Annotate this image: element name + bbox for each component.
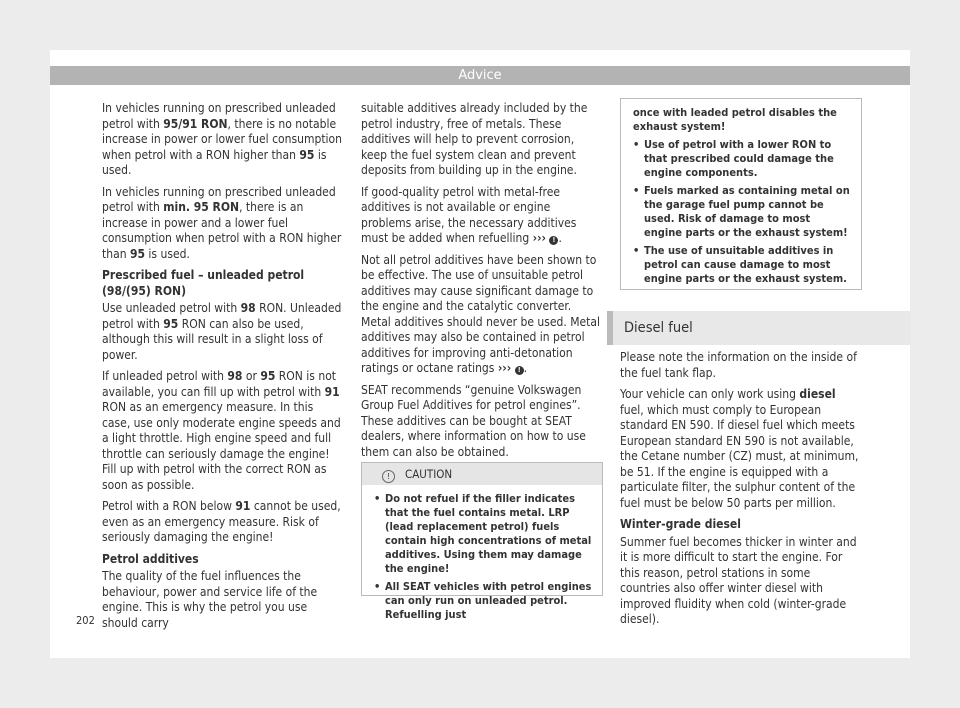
paragraph: Summer fuel becomes thicker in winter and it is more difficult to start the engine. For this reason, petrol stations in some countries also offer winter diesel with improved fluidity when cold (winter-grade diesel).	[620, 534, 857, 626]
column-left	[102, 101, 342, 637]
paragraph: Your vehicle can only work using diesel fuel, which must comply to European standard EN 590. If diesel fuel which meets European standard EN 590 is not available, the Cetane number (CZ) must, at minimum, be 51. If the engine is equipped with a particulate filter, the sulphur content of the fuel must be below 50 parts per million.	[620, 387, 859, 510]
warning-icon: !	[549, 236, 558, 245]
caution-bullet: • Do not refuel if the filler indicates that the fuel contains metal. LRP (lead replacement petrol) fuels contain high concentrations of metal additives. Using them may damage the engine!	[374, 492, 592, 576]
subheading-winter-diesel: Winter-grade diesel	[620, 517, 741, 531]
caution-continuation-box	[620, 98, 862, 290]
continuation-text: once with leaded petrol disables the exhaust system!	[633, 106, 837, 133]
paragraph: In vehicles running on prescribed unleaded petrol with min. 95 RON, there is an increase in power and a lower fuel consumption when petrol with a RON higher than 95 is used.	[102, 184, 342, 261]
caution-title: CAUTION	[405, 467, 453, 481]
paragraph: Please note the information on the inside of the fuel tank flap.	[620, 350, 857, 380]
caution-box	[361, 462, 603, 621]
warning-icon: !	[515, 366, 524, 375]
paragraph: The quality of the fuel influences the behaviour, power and service life of the engine. This is why the petrol you use should carry	[102, 569, 318, 630]
paragraph: Not all petrol additives have been shown to be effective. The use of unsuitable petrol additives may cause significant damage to the engine and the catalytic converter. Metal additives should never be used. Metal additives may also be contained in petrol additives for improving anti-detonation ratings or octane ratings ››› ! .	[361, 252, 601, 375]
caution-bullet: • The use of unsuitable additives in petrol can cause damage to most engine parts or the exhaust system.	[633, 244, 851, 286]
section-header: Advice	[50, 66, 910, 85]
paragraph: In vehicles running on prescribed unleaded petrol with 95/91 RON, there is no notable increase in power or lower fuel consumption when petrol with a RON higher than 95 is used.	[102, 101, 342, 177]
paragraph: If unleaded petrol with 98 or 95 RON is not available, you can fill up with petrol with 91 RON as an emergency measure. In this case, use only moderate engine speeds and a light throttle. High engine speed and full throttle can seriously damage the engine! Fill up with petrol with the correct RON as soon as possible.	[102, 369, 341, 492]
column-right	[620, 350, 860, 634]
paragraph: If good-quality petrol with metal-free additives is not available or engine problems arise, the necessary additives must be added when refuelling ››› ! .	[361, 184, 577, 245]
caution-icon: !	[382, 470, 395, 483]
reference-arrows[interactable]: ›››	[532, 231, 546, 245]
caution-title-bar	[362, 463, 602, 485]
subheading-prescribed-fuel: Prescribed fuel – unleaded petrol (98/(95) RON)	[102, 268, 305, 298]
subheading-petrol-additives: Petrol additives	[102, 551, 199, 566]
caution-bullet: • Use of petrol with a lower RON to that prescribed could damage the engine components.	[633, 138, 851, 180]
page-number: 202	[76, 614, 95, 627]
paragraph: Use unleaded petrol with 98 RON. Unleaded petrol with 95 RON can also be used, although this will result in a slight loss of power.	[102, 301, 342, 362]
caution-bullet: • Fuels marked as containing metal on the garage fuel pump cannot be used. Risk of damage to most engine parts or the exhaust system!	[633, 184, 851, 240]
paragraph: SEAT recommends “genuine Volkswagen Group Fuel Additives for petrol engines”. These additives can be bought at SEAT dealers, where information on how to use them can also be obtained.	[361, 382, 586, 459]
caution-bullet: • All SEAT vehicles with petrol engines can only run on unleaded petrol. Refuelling just	[374, 580, 592, 622]
column-middle	[361, 101, 601, 466]
diesel-fuel-heading: Diesel fuel	[607, 311, 911, 345]
paragraph: Petrol with a RON below 91 cannot be used, even as an emergency measure. Risk of seriously damaging the engine!	[102, 499, 341, 544]
reference-arrows[interactable]: ›››	[497, 361, 512, 375]
paragraph: suitable additives already included by the petrol industry, free of metals. These additives will help to prevent corrosion, keep the fuel system clean and prevent deposits from building up in the engine.	[361, 101, 588, 177]
